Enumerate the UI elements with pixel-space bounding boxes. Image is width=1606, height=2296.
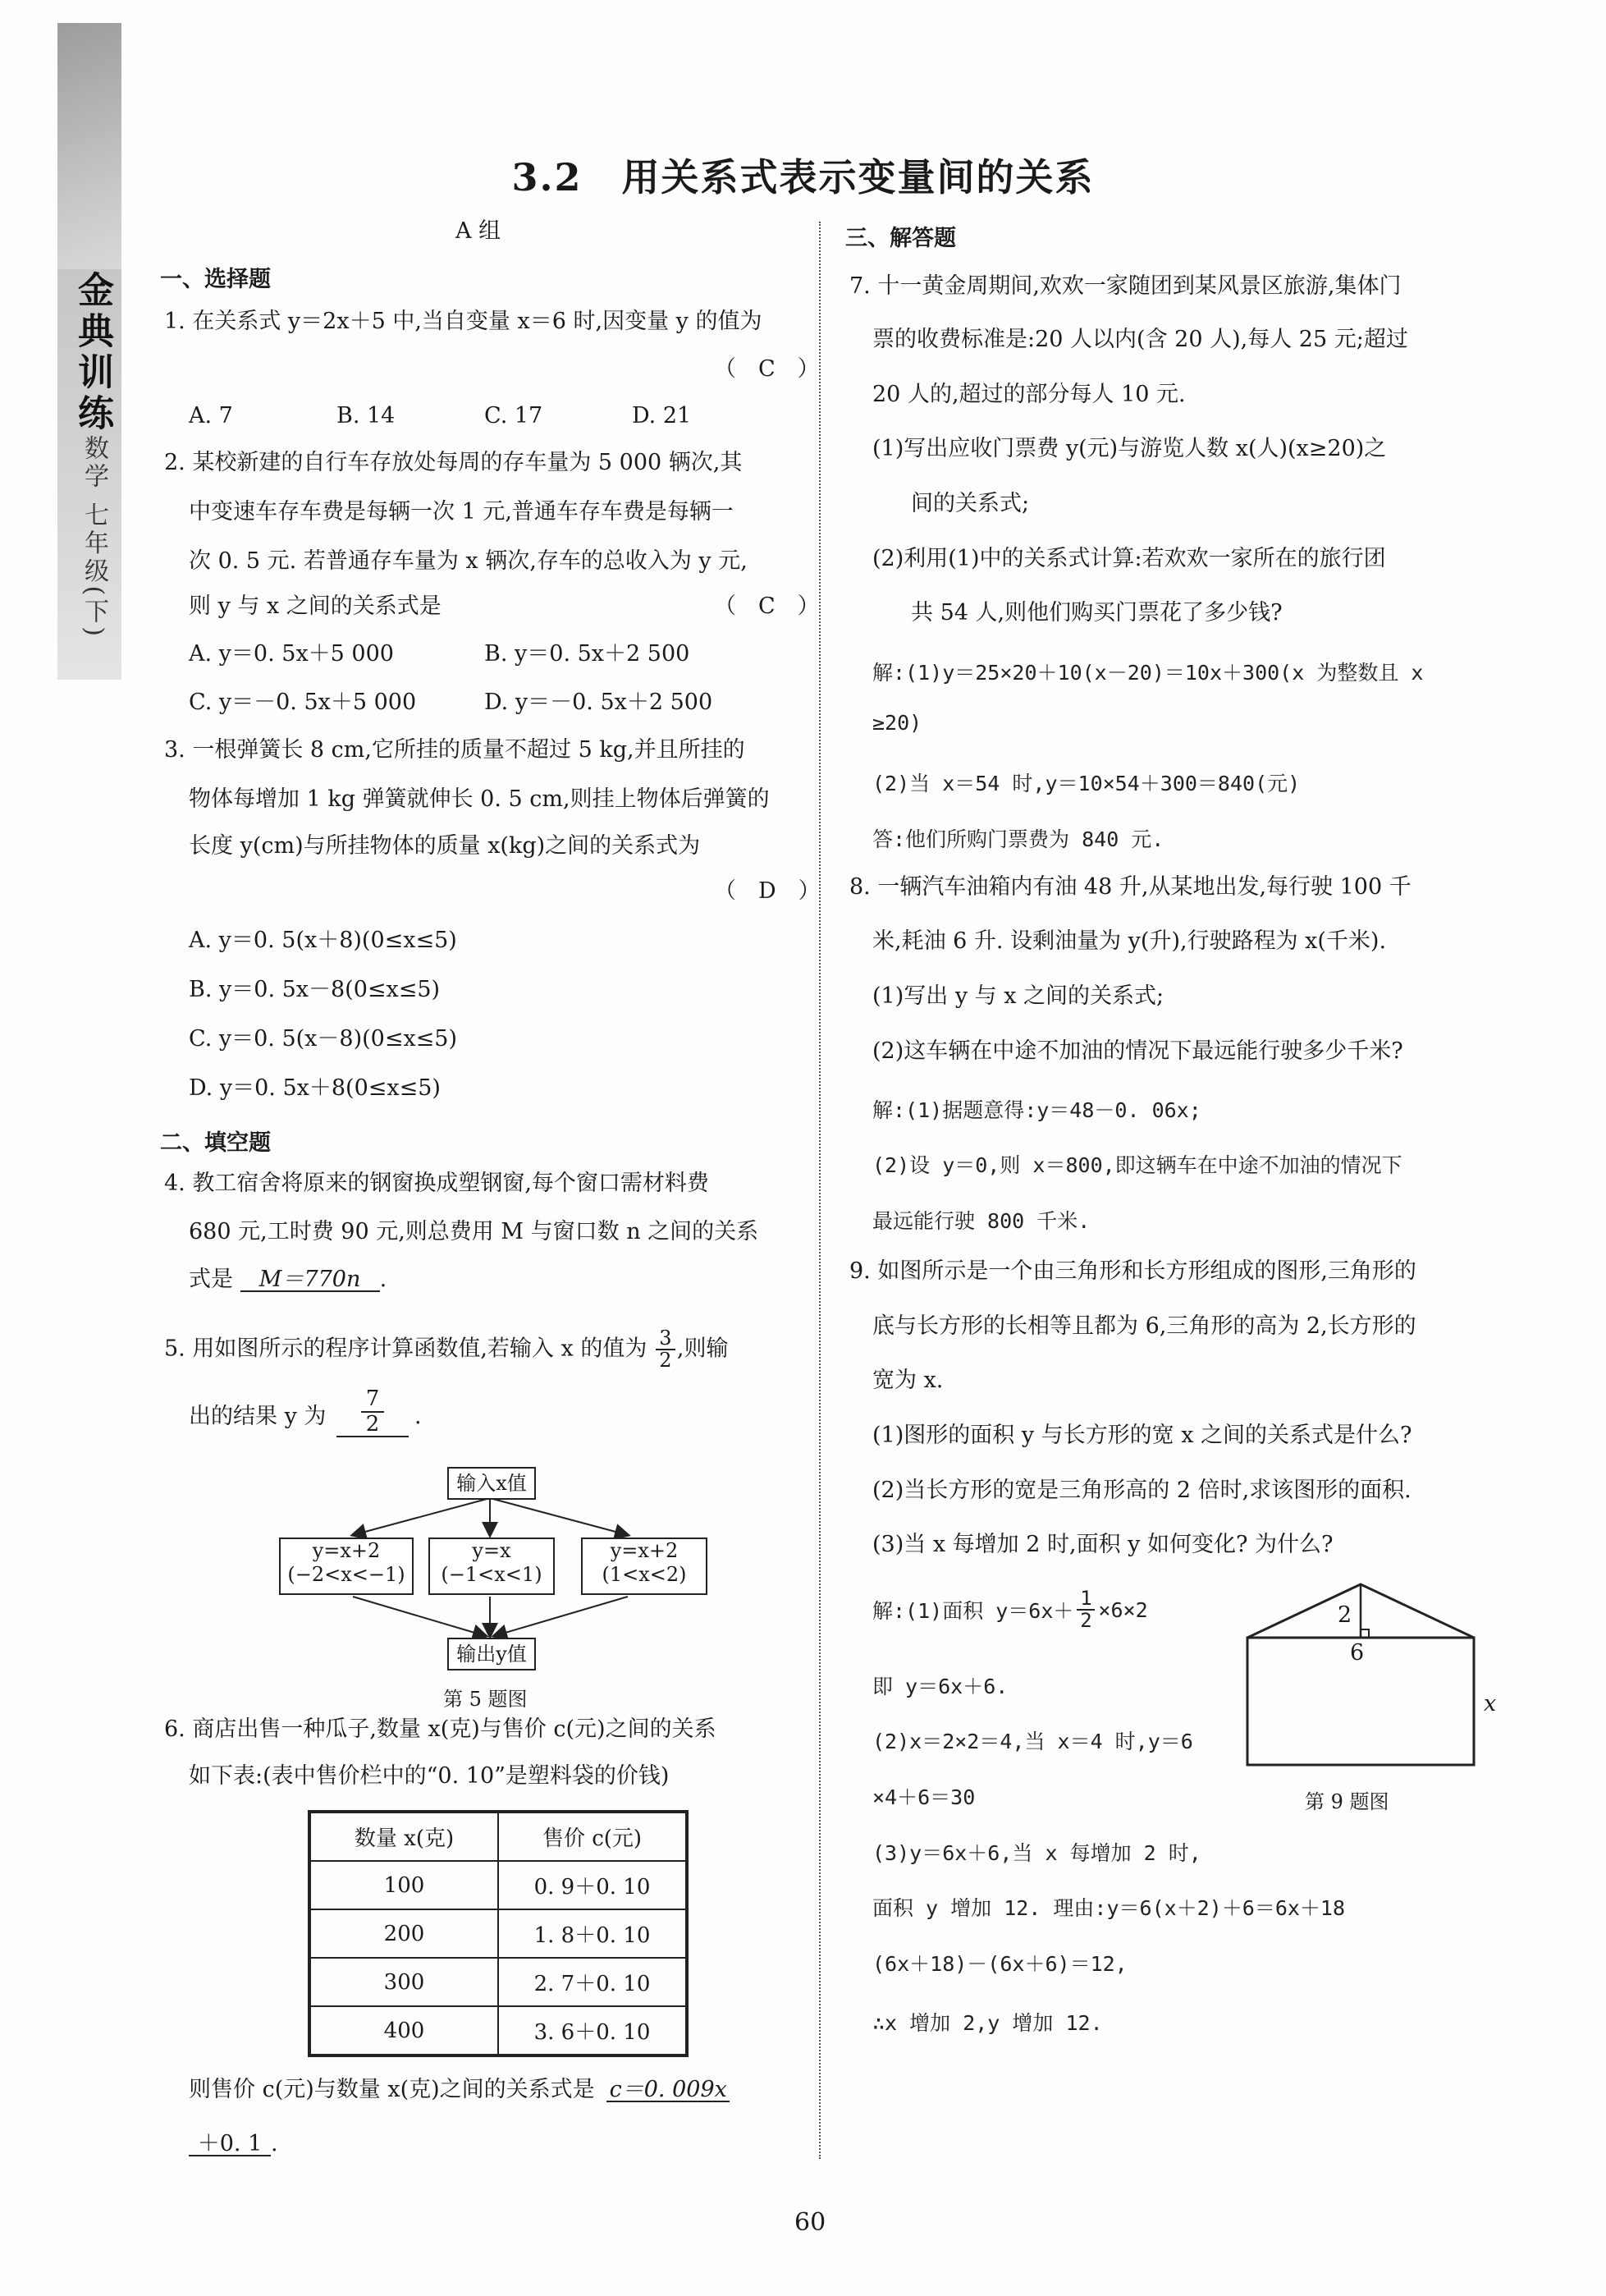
flow-branch-2 [428,1538,555,1595]
table-row [309,1958,687,2006]
column-divider [819,222,821,2159]
q9-sol1-text-end: ×6×2 [1098,1597,1148,1622]
q2-option-c: C. y＝－0. 5x＋5 000 [189,690,417,715]
q9-solution: 面积 y 增加 12. 理由:y＝6(x＋2)＋6＝6x＋18 [872,1896,1346,1920]
section-answer: 三、解答题 [845,226,956,251]
q5-frac-den: 2 [656,1349,675,1371]
q4-suffix: . [379,1267,387,1292]
q3-line: 3. 一根弹簧长 8 cm,它所挂的质量不超过 5 kg,并且所挂的 [164,737,745,763]
q7-solution: 答:他们所购门票费为 840 元. [872,827,1164,851]
q7-line: 间的关系式; [911,491,1030,516]
flow-condition: (−2<x<−1) [287,1562,405,1586]
q2-line: 则 y 与 x 之间的关系式是 [189,593,442,619]
q7-line: (1)写出应收门票费 y(元)与游览人数 x(人)(x≥20)之 [872,436,1387,461]
q9-line: 底与长方形的长相等且都为 6,三角形的高为 2,长方形的 [872,1313,1416,1339]
q9-solution: (3)y＝6x＋6,当 x 每增加 2 时, [872,1841,1201,1865]
q9-height-label: 2 [1338,1602,1352,1628]
q7-solution: ≥20) [872,711,922,735]
q8-line: (2)这车辆在中途不加油的情况下最远能行驶多少千米? [872,1038,1403,1064]
flow-condition: (1<x<2) [602,1562,687,1586]
q5-ans-num: 7 [365,1386,380,1411]
flow-arrow [353,1597,486,1636]
q1-option-d: D. 21 [632,403,692,428]
q2-option-b: B. y＝0. 5x＋2 500 [484,641,690,667]
q1-option-b: B. 14 [336,403,396,428]
table-cell: 3. 6＋0. 10 [498,2006,687,2055]
q8-line: 8. 一辆汽车油箱内有油 48 升,从某地出发,每行驶 100 千 [849,874,1412,900]
q7-line: 7. 十一黄金周期间,欢欢一家随团到某风景区旅游,集体门 [849,273,1402,299]
table-row [309,1909,687,1958]
q9-solution: ×4＋6＝30 [872,1785,976,1809]
q6-answer-1: c＝0. 009x [606,2078,730,2102]
q1-text: 1. 在关系式 y＝2x＋5 中,当自变量 x＝6 时,因变量 y 的值为 [164,309,762,334]
q5-text: 5. 用如图所示的程序计算函数值,若输入 x 的值为 [164,1336,647,1362]
q9-figure [1239,1580,1485,1769]
section-fill: 二、填空题 [160,1130,271,1156]
table-cell: 200 [309,1909,498,1958]
q4-line: 4. 教工宿舍将原来的钢窗换成塑钢窗,每个窗口需材料费 [164,1171,709,1196]
q5-frac-num: 3 [659,1327,672,1350]
flow-formula: y=x+2 [610,1539,679,1562]
q3-option-b: B. y＝0. 5x－8(0≤x≤5) [189,977,441,1002]
q3-option-a: A. y＝0. 5(x＋8)(0≤x≤5) [189,928,457,953]
q5-line2: 出的结果 y 为 [189,1404,327,1429]
q5-fraction [656,1328,675,1371]
table-cell: 0. 9＋0. 10 [498,1861,687,1909]
q9-sol1-text: 解:(1)面积 y＝6x＋ [872,1599,1074,1624]
q6-answer-2: ＋0. 1 [189,2133,271,2156]
q9-sol1-den: 2 [1077,1609,1095,1631]
q3-option-d: D. y＝0. 5x＋8(0≤x≤5) [189,1075,441,1101]
q7-line: 20 人的,超过的部分每人 10 元. [872,382,1186,407]
table-cell: 1. 8＋0. 10 [498,1909,687,1958]
q8-solution: 解:(1)据题意得:y＝48－0. 06x; [872,1098,1201,1122]
q5-ans-den: 2 [361,1411,384,1437]
q8-solution: 最远能行驶 800 千米. [872,1209,1091,1233]
q7-solution: (2)当 x＝54 时,y＝10×54＋300＝840(元) [872,772,1301,795]
q9-width-label: x [1484,1691,1497,1716]
table-header: 数量 x(克) [309,1812,498,1861]
q4-line: 680 元,工时费 90 元,则总费用 M 与窗口数 n 之间的关系 [189,1219,759,1244]
q5-caption: 第 5 题图 [443,1688,528,1711]
table-row [309,2006,687,2055]
q9-caption: 第 9 题图 [1305,1790,1389,1813]
q3-line: 长度 y(cm)与所挂物体的质量 x(kg)之间的关系式为 [189,833,701,859]
q6-answer-line [189,2078,730,2102]
q2-option-d: D. y＝－0. 5x＋2 500 [484,690,713,715]
q3-line: 物体每增加 1 kg 弹簧就伸长 0. 5 cm,则挂上物体后弹簧的 [189,786,770,812]
flow-arrow [494,1597,628,1636]
q2-line: 次 0. 5 元. 若普通存车量为 x 辆次,存车的总收入为 y 元, [189,548,748,574]
q9-solution: ∴x 增加 2,y 增加 12. [872,2011,1103,2035]
q9-sol1-fraction [1077,1588,1095,1631]
q6-answer-line-2 [189,2133,278,2156]
q6-prefix: 则售价 c(元)与数量 x(克)之间的关系式是 [189,2077,595,2102]
q2-line: 中变速车存车费是每辆一次 1 元,普通车存车费是每辆一 [189,499,734,525]
table-cell: 100 [309,1861,498,1909]
q9-base-label: 6 [1350,1640,1365,1666]
q9-solution-1 [872,1588,1148,1631]
page-number: 60 [794,2208,826,2237]
q9-line: 宽为 x. [872,1368,944,1393]
table-cell: 400 [309,2006,498,2055]
q9-solution: 即 y＝6x＋6. [872,1675,1009,1698]
q6-table [308,1810,689,2057]
q7-line: (2)利用(1)中的关系式计算:若欢欢一家所在的旅行团 [872,546,1386,571]
table-cell: 2. 7＋0. 10 [498,1958,687,2006]
section-choice: 一、选择题 [160,267,271,292]
q5-suffix: . [414,1404,422,1429]
q9-line: (2)当长方形的宽是三角形高的 2 倍时,求该图形的面积. [872,1478,1412,1503]
q2-answer: （ C ） [714,593,820,619]
q9-sol1-num: 1 [1080,1587,1092,1610]
q7-solution: 解:(1)y＝25×20＋10(x－20)＝10x＋300(x 为整数且 x [872,661,1424,685]
q6-line: 如下表:(表中售价栏中的“0. 10”是塑料袋的价钱) [189,1763,670,1789]
q6-line: 6. 商店出售一种瓜子,数量 x(克)与售价 c(元)之间的关系 [164,1716,716,1742]
q1-option-c: C. 17 [484,403,543,428]
flow-input-box: 输入x值 [447,1467,536,1500]
q9-line: 9. 如图所示是一个由三角形和长方形组成的图形,三角形的 [849,1258,1416,1284]
q1-option-a: A. 7 [189,403,233,428]
q2-line: 2. 某校新建的自行车存放处每周的存车量为 5 000 辆次,其 [164,450,743,475]
table-cell: 300 [309,1958,498,2006]
table-row [309,1861,687,1909]
q4-answer: M＝770n [240,1268,380,1292]
q8-line: (1)写出 y 与 x 之间的关系式; [872,983,1164,1009]
q5-answer [336,1387,409,1437]
q9-solution: (2)x＝2×2＝4,当 x＝4 时,y＝6 [872,1730,1193,1753]
q3-answer: （ D ） [714,878,821,904]
q1-answer: （ C ） [714,356,820,382]
q3-option-c: C. y＝0. 5(x－8)(0≤x≤5) [189,1026,458,1052]
flow-arrow [353,1498,490,1535]
flow-formula: y=x [472,1539,511,1562]
q2-option-a: A. y＝0. 5x＋5 000 [189,641,394,667]
q6-suffix: . [271,2131,278,2156]
table-header-row [309,1812,687,1861]
q9-line: (1)图形的面积 y 与长方形的宽 x 之间的关系式是什么? [872,1423,1412,1448]
sidebar-band [57,23,121,269]
q7-line: 共 54 人,则他们购买门票花了多少钱? [911,600,1283,626]
q5-text-end: ,则输 [676,1336,729,1362]
q8-solution: (2)设 y＝0,则 x＝800,即这辆车在中途不加油的情况下 [872,1153,1402,1177]
flow-formula: y=x+2 [312,1539,381,1562]
flow-arrow [490,1498,628,1535]
q9-line: (3)当 x 每增加 2 时,面积 y 如何变化? 为什么? [872,1532,1334,1557]
q8-line: 米,耗油 6 升. 设剩油量为 y(升),行驶路程为 x(千米). [872,928,1387,954]
subject-label: 数学 七年级(下) [80,435,108,639]
page-title: 3.2 用关系式表示变量间的关系 [511,155,1095,199]
q4-prefix: 式是 [189,1267,233,1292]
flow-condition: (−1<x<1) [441,1562,542,1586]
flow-branch-1 [279,1538,414,1595]
group-label: A 组 [455,218,501,244]
q7-line: 票的收费标准是:20 人以内(含 20 人),每人 25 元;超过 [872,327,1408,352]
flow-branch-3 [581,1538,707,1595]
brand-label: 金典训练 [71,271,113,435]
q9-solution: (6x＋18)－(6x＋6)＝12, [872,1952,1128,1976]
q5-line1 [164,1328,729,1371]
flow-output-box: 输出y值 [447,1638,536,1670]
q4-answer-line [189,1268,387,1292]
table-header: 售价 c(元) [498,1812,687,1861]
